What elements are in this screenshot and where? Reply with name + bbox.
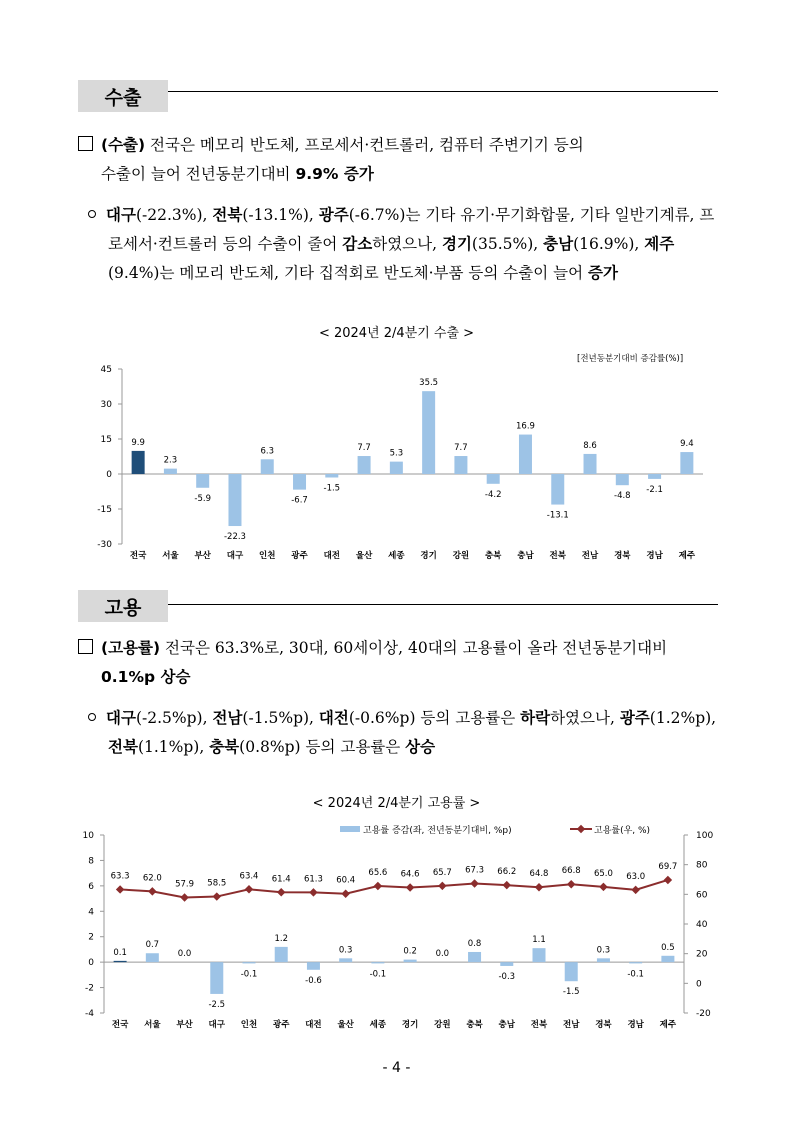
line-point	[148, 887, 156, 895]
data-label: 7.7	[454, 443, 468, 454]
data-label: 8.6	[583, 440, 597, 451]
x-tick-label: 충남	[517, 551, 534, 560]
emphasis-text: 전북	[212, 206, 243, 224]
line-data-label: 57.9	[175, 879, 195, 890]
bar	[325, 474, 338, 478]
y-tick-label: 100	[696, 831, 714, 841]
para-bold: 9.9% 증가	[295, 165, 374, 183]
bar	[196, 474, 209, 488]
line-point	[245, 885, 253, 893]
para-text: 전국은 메모리 반도체, 프로세서·컨트롤러, 컴퓨터 주변기기 등의	[145, 136, 584, 154]
x-tick-label: 대전	[323, 551, 341, 560]
bar	[680, 452, 693, 474]
body-text: (-6.7%)는 기타 유기·무기화합물, 기타 일반기계류, 프로세서·컨트롤러 등의 수출이 줄어	[108, 206, 715, 253]
x-tick-label: 광주	[291, 551, 308, 560]
data-label: -5.9	[194, 493, 211, 504]
line-data-label: 61.4	[271, 874, 291, 885]
data-label: -0.1	[240, 969, 258, 980]
line-point	[277, 888, 285, 896]
body-text: (-2.5%p),	[135, 709, 213, 727]
x-tick-label: 인천	[240, 1020, 258, 1030]
line-point	[213, 892, 221, 900]
line-data-label: 63.4	[239, 871, 259, 882]
x-tick-label: 전남	[563, 1020, 580, 1030]
bar	[261, 459, 274, 474]
line-point	[438, 882, 446, 890]
line-data-label: 58.5	[207, 878, 227, 889]
legend-label: 고용률 증감(좌, 전년동분기대비, %p)	[363, 826, 512, 836]
x-tick-label: 경남	[627, 1020, 644, 1030]
export-summary	[78, 131, 718, 189]
x-tick-label: 경기	[401, 1020, 419, 1030]
circle-bullet-icon	[88, 713, 96, 721]
bar	[597, 958, 610, 962]
body-text: (9.4%)는 메모리 반도체, 기타 집적회로 반도체·부품 등의 수출이 늘어	[108, 264, 588, 282]
data-label: -22.3	[223, 532, 246, 543]
data-label: 0.7	[145, 940, 160, 951]
line-data-label: 65.6	[368, 868, 388, 879]
para-label: (고용률)	[101, 639, 161, 657]
body-text: (-13.1%),	[242, 206, 319, 224]
section-divider	[168, 91, 718, 92]
y-tick-label: 8	[88, 856, 94, 867]
bar	[132, 451, 145, 474]
bar	[358, 456, 371, 474]
export-detail-text	[88, 201, 720, 288]
line-point	[309, 888, 317, 896]
y-tick-label: 40	[696, 920, 708, 930]
y-tick-label: 0	[696, 979, 702, 990]
line-data-label: 61.3	[303, 874, 323, 885]
square-bullet-icon	[78, 136, 93, 151]
x-tick-label: 울산	[337, 1020, 354, 1030]
data-label: 0.5	[661, 942, 675, 953]
y-tick-label: 10	[82, 831, 94, 841]
data-label: -1.5	[323, 483, 341, 494]
line-point	[470, 879, 478, 887]
x-tick-label: 경남	[646, 551, 663, 560]
line-data-label: 67.3	[465, 865, 485, 876]
y-tick-label: -30	[97, 540, 112, 550]
line-data-label: 60.4	[336, 875, 356, 886]
bar	[584, 454, 597, 474]
bar	[404, 960, 417, 963]
bar	[565, 962, 578, 981]
x-tick-label: 인천	[259, 551, 276, 560]
data-label: -0.1	[627, 969, 644, 980]
x-tick-label: 세종	[369, 1020, 387, 1030]
line-data-label: 64.6	[400, 869, 420, 880]
bar	[551, 474, 564, 505]
x-tick-label: 대구	[226, 551, 244, 560]
emphasis-text: 상승	[405, 738, 436, 756]
emphasis-text: 전남	[212, 709, 243, 727]
emphasis-text: 감소	[342, 235, 373, 253]
body-text: (-1.5%p),	[242, 709, 319, 727]
emphasis-text: 증가	[588, 264, 618, 282]
body-text: 하였으나,	[372, 235, 442, 253]
x-tick-label: 울산	[355, 551, 373, 560]
y-tick-label: 45	[100, 365, 112, 375]
bar	[114, 961, 127, 962]
circle-bullet-icon	[88, 210, 96, 218]
line-point	[116, 885, 124, 893]
line-point	[664, 876, 672, 884]
x-tick-label: 부산	[194, 551, 211, 560]
y-tick-label: 0	[88, 958, 94, 969]
data-label: 16.9	[516, 421, 535, 432]
data-label: 1.2	[274, 933, 288, 944]
x-tick-label: 전국	[129, 551, 147, 560]
data-label: 6.3	[260, 446, 275, 457]
x-tick-label: 제주	[678, 551, 696, 560]
data-label: -0.3	[498, 971, 516, 982]
employment-chart	[0, 815, 793, 1035]
x-tick-label: 전국	[111, 1020, 129, 1030]
bar	[307, 962, 320, 970]
bar	[629, 962, 642, 963]
line-data-label: 66.8	[561, 866, 581, 877]
emphasis-text: 충남	[543, 235, 574, 253]
section-title: 고용	[78, 590, 168, 622]
x-tick-label: 경북	[614, 551, 631, 560]
body-text: (-22.3%),	[135, 206, 213, 224]
data-label: 5.3	[389, 448, 404, 459]
body-text: (1.2%p),	[649, 709, 717, 727]
line-data-label: 63.3	[110, 871, 130, 882]
bar	[487, 474, 500, 484]
x-tick-label: 제주	[659, 1020, 677, 1030]
line-data-label: 65.0	[593, 868, 613, 879]
emphasis-text: 전북	[108, 738, 138, 756]
y-tick-label: -2	[85, 983, 94, 994]
body-text: (16.9%),	[573, 235, 645, 253]
y-tick-label: 80	[696, 860, 708, 871]
bar	[468, 952, 481, 962]
line-data-label: 64.8	[529, 869, 549, 880]
y-tick-label: 15	[100, 435, 112, 445]
y-tick-label: -15	[97, 505, 112, 515]
bar	[519, 435, 532, 474]
data-label: 2.3	[163, 455, 178, 466]
export-detail	[88, 201, 720, 288]
para-bold: 0.1%p 상승	[101, 668, 191, 686]
y-tick-label: 6	[88, 881, 94, 892]
line-data-label: 63.0	[626, 871, 646, 882]
y-tick-label: 0	[106, 470, 112, 480]
y-tick-label: 2	[88, 932, 94, 943]
emphasis-text: 광주	[318, 206, 349, 224]
line-point	[406, 883, 414, 891]
body-text: 하였으나,	[550, 709, 620, 727]
legend-marker	[577, 825, 585, 833]
data-label: 0.3	[338, 945, 353, 956]
bar	[275, 947, 288, 962]
bar	[228, 474, 241, 526]
bar	[293, 474, 306, 490]
x-tick-label: 세종	[388, 551, 405, 560]
x-tick-label: 전북	[549, 551, 566, 560]
employment-summary	[78, 634, 718, 692]
emphasis-text: 대구	[106, 206, 136, 224]
line-data-label: 62.0	[142, 873, 162, 884]
data-label: 0.0	[435, 949, 450, 960]
bar	[454, 456, 467, 474]
chart-caption: < 2024년 2/4분기 고용률 >	[312, 796, 481, 811]
emphasis-text: 제주	[644, 235, 675, 253]
data-label: 9.9	[131, 437, 145, 448]
x-tick-label: 서울	[162, 551, 179, 560]
bar	[422, 391, 435, 474]
x-tick-label: 대구	[208, 1020, 225, 1030]
data-label: 7.7	[357, 443, 371, 454]
square-bullet-icon	[78, 639, 93, 654]
bar	[661, 956, 674, 962]
section-title: 수출	[78, 80, 168, 112]
data-label: -2.5	[208, 999, 226, 1010]
bar	[371, 962, 384, 963]
bar	[164, 469, 177, 474]
body-text: (35.5%),	[471, 235, 544, 253]
line-point	[535, 883, 543, 891]
bar	[500, 962, 513, 966]
x-tick-label: 충남	[498, 1020, 515, 1030]
data-label: 1.1	[532, 935, 546, 946]
data-label: -4.8	[614, 491, 631, 502]
legend-label: 고용률(우, %)	[594, 826, 651, 836]
line-point	[567, 880, 575, 888]
data-label: -0.1	[369, 969, 387, 980]
para-text: 수출이 늘어 전년동분기대비	[101, 165, 296, 183]
bar	[616, 474, 629, 485]
x-tick-label: 강원	[452, 551, 470, 560]
bar	[210, 962, 223, 994]
data-label: -4.2	[484, 489, 502, 500]
data-label: -2.1	[646, 484, 663, 495]
section-header-export	[78, 80, 168, 112]
para-label: (수출)	[101, 136, 146, 154]
emphasis-text: 경기	[441, 235, 472, 253]
data-label: -1.5	[562, 987, 580, 998]
employment-detail-text	[88, 704, 720, 762]
body-text: (1.1%p),	[137, 738, 210, 756]
emphasis-text: 대구	[106, 709, 136, 727]
line-data-label: 65.7	[432, 867, 452, 878]
bar	[243, 962, 256, 963]
page-number: - 4 -	[382, 1060, 411, 1076]
x-tick-label: 강원	[434, 1020, 451, 1030]
y-tick-label: 4	[88, 907, 94, 918]
section-divider	[168, 604, 718, 605]
x-tick-label: 서울	[144, 1020, 161, 1030]
line-point	[374, 882, 382, 890]
data-label: 35.5	[419, 378, 439, 389]
data-label: 0.1	[113, 947, 127, 958]
emphasis-text: 대전	[318, 709, 349, 727]
line-point	[341, 889, 349, 897]
section-header-employment	[78, 590, 168, 622]
data-label: 0.8	[467, 938, 482, 949]
x-tick-label: 경기	[420, 551, 437, 560]
bar	[390, 462, 403, 474]
y-tick-label: 20	[696, 949, 708, 960]
x-tick-label: 전북	[530, 1020, 548, 1030]
line-data-label: 69.7	[658, 861, 678, 872]
data-label: -0.6	[305, 975, 322, 986]
bar	[648, 474, 661, 479]
y-tick-label: 60	[696, 890, 708, 901]
data-label: 0.0	[177, 949, 192, 960]
line-series	[120, 880, 668, 898]
x-tick-label: 경북	[595, 1020, 612, 1030]
line-point	[503, 881, 511, 889]
y-tick-label: -20	[696, 1009, 711, 1019]
x-tick-label: 충북	[466, 1020, 483, 1030]
legend-swatch-bar	[340, 826, 360, 832]
emphasis-text: 하락	[520, 709, 551, 727]
data-label: 0.3	[596, 945, 611, 956]
bar	[339, 958, 352, 962]
line-point	[599, 883, 607, 891]
line-point	[631, 886, 639, 894]
body-text: (0.8%p) 등의 고용률은	[239, 738, 406, 756]
x-tick-label: 충북	[484, 551, 502, 560]
x-tick-label: 부산	[176, 1020, 193, 1030]
data-label: 0.2	[403, 946, 417, 957]
para-text: 전국은 63.3%로, 30대, 60세이상, 40대의 고용률이 올라 전년동분기대비	[160, 639, 668, 657]
chart-caption: < 2024년 2/4분기 수출 >	[318, 326, 475, 341]
y-tick-label: -4	[85, 1009, 94, 1019]
y-tick-label: 30	[100, 400, 112, 410]
bar	[533, 948, 546, 962]
x-tick-label: 대전	[305, 1020, 322, 1030]
data-label: -6.7	[291, 495, 308, 506]
export-chart	[0, 360, 793, 560]
chart-unit-label: [전년동분기대비 증감률(%)]	[577, 354, 684, 364]
x-tick-label: 전남	[581, 551, 599, 560]
bar	[146, 953, 159, 962]
emphasis-text: 광주	[619, 709, 650, 727]
data-label: 9.4	[680, 439, 694, 450]
emphasis-text: 충북	[209, 738, 240, 756]
x-tick-label: 광주	[273, 1020, 290, 1030]
line-data-label: 66.2	[497, 867, 517, 878]
employment-detail	[88, 704, 720, 762]
body-text: (-0.6%p) 등의 고용률은	[348, 709, 521, 727]
line-point	[180, 893, 188, 901]
data-label: -13.1	[546, 510, 569, 521]
